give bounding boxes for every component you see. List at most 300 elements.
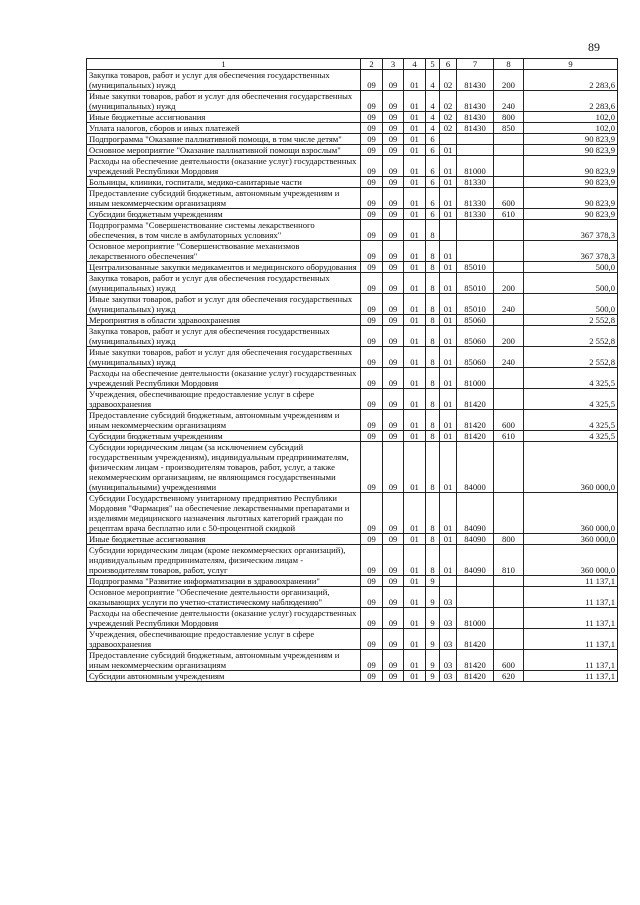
code-cell: 85010 [457, 262, 494, 273]
row-name-cell: Расходы на обеспечение деятельности (оказание услуг) государственных учреждений Республики Мордовия [87, 156, 361, 177]
code-cell: 81420 [457, 410, 494, 431]
amount-cell: 11 137,1 [524, 608, 618, 629]
amount-cell: 360 000,0 [524, 442, 618, 493]
amount-cell: 11 137,1 [524, 671, 618, 682]
table-body [87, 70, 618, 682]
header-cell: 6 [440, 59, 457, 70]
table-row [87, 209, 618, 220]
code-cell: 01 [404, 145, 426, 156]
amount-cell: 11 137,1 [524, 587, 618, 608]
table-row [87, 410, 618, 431]
code-cell: 4 [426, 123, 440, 134]
code-cell: 81430 [457, 91, 494, 112]
table-row [87, 587, 618, 608]
code-cell: 200 [494, 70, 524, 91]
code-cell [494, 156, 524, 177]
code-cell: 01 [440, 326, 457, 347]
amount-cell: 360 000,0 [524, 545, 618, 576]
table-row [87, 629, 618, 650]
code-cell: 8 [426, 241, 440, 262]
code-cell: 03 [440, 629, 457, 650]
code-cell: 810 [494, 545, 524, 576]
row-name-cell: Субсидии бюджетным учреждениям [87, 209, 361, 220]
amount-cell: 360 000,0 [524, 493, 618, 534]
code-cell: 4 [426, 70, 440, 91]
code-cell: 6 [426, 156, 440, 177]
code-cell: 09 [383, 177, 404, 188]
code-cell: 01 [404, 188, 426, 209]
code-cell: 8 [426, 442, 440, 493]
table-row [87, 134, 618, 145]
code-cell [457, 134, 494, 145]
code-cell: 09 [383, 112, 404, 123]
table-row [87, 347, 618, 368]
row-name-cell: Расходы на обеспечение деятельности (оказание услуг) государственных учреждений Республики Мордовия [87, 368, 361, 389]
code-cell: 09 [383, 315, 404, 326]
row-name-cell: Централизованные закупки медикаментов и медицинского оборудования [87, 262, 361, 273]
amount-cell: 90 823,9 [524, 188, 618, 209]
code-cell: 01 [440, 410, 457, 431]
row-name-cell: Субсидии юридическим лицам (за исключением субсидий государственным учреждениям), индивидуальным предпринимателям, физическим лицам - производителям товаров, работ, услуг, а также некоммерческим организациям, не являющимся государственными (муниципальными) учреждениями [87, 442, 361, 493]
code-cell: 09 [383, 442, 404, 493]
code-cell: 09 [383, 262, 404, 273]
code-cell: 09 [361, 188, 383, 209]
code-cell: 09 [361, 262, 383, 273]
code-cell: 01 [440, 389, 457, 410]
code-cell: 6 [426, 188, 440, 209]
code-cell: 81420 [457, 650, 494, 671]
code-cell: 01 [404, 587, 426, 608]
code-cell: 9 [426, 629, 440, 650]
table-row [87, 241, 618, 262]
code-cell [494, 629, 524, 650]
code-cell: 09 [361, 220, 383, 241]
code-cell: 03 [440, 587, 457, 608]
header-cell: 9 [524, 59, 618, 70]
code-cell: 85010 [457, 273, 494, 294]
code-cell: 09 [361, 347, 383, 368]
row-name-cell: Субсидии Государственному унитарному предприятию Республики Мордовия "Фармация" на обеспечение лекарственными препаратами и изделиями медицинского назначения льготных категорий граждан по рецептам врача бесплатно или с 50-процентной скидкой [87, 493, 361, 534]
code-cell: 9 [426, 671, 440, 682]
code-cell: 8 [426, 273, 440, 294]
row-name-cell: Предоставление субсидий бюджетным, автономным учреждениям и иным некоммерческим организациям [87, 188, 361, 209]
table-row [87, 431, 618, 442]
table-row [87, 262, 618, 273]
row-name-cell: Субсидии бюджетным учреждениям [87, 431, 361, 442]
table-row [87, 650, 618, 671]
code-cell: 620 [494, 671, 524, 682]
code-cell: 01 [404, 294, 426, 315]
table-row [87, 671, 618, 682]
row-name-cell: Закупка товаров, работ и услуг для обеспечения государственных (муниципальных) нужд [87, 326, 361, 347]
budget-table [86, 58, 618, 682]
code-cell: 01 [404, 671, 426, 682]
row-name-cell: Основное мероприятие "Оказание паллиативной помощи взрослым" [87, 145, 361, 156]
table-row [87, 389, 618, 410]
code-cell: 09 [383, 294, 404, 315]
code-cell: 8 [426, 326, 440, 347]
code-cell [494, 368, 524, 389]
code-cell [494, 587, 524, 608]
code-cell: 01 [440, 347, 457, 368]
header-cell: 7 [457, 59, 494, 70]
code-cell: 9 [426, 608, 440, 629]
code-cell: 81420 [457, 389, 494, 410]
code-cell [494, 389, 524, 410]
code-cell: 09 [361, 368, 383, 389]
code-cell: 09 [383, 156, 404, 177]
code-cell: 8 [426, 493, 440, 534]
code-cell: 4 [426, 91, 440, 112]
code-cell: 01 [440, 315, 457, 326]
code-cell: 01 [440, 262, 457, 273]
code-cell: 01 [404, 70, 426, 91]
amount-cell: 4 325,5 [524, 431, 618, 442]
code-cell [494, 262, 524, 273]
code-cell: 09 [383, 629, 404, 650]
code-cell: 85010 [457, 294, 494, 315]
header-cell: 3 [383, 59, 404, 70]
row-name-cell: Предоставление субсидий бюджетным, автономным учреждениям и иным некоммерческим организациям [87, 650, 361, 671]
amount-cell: 11 137,1 [524, 650, 618, 671]
code-cell: 8 [426, 262, 440, 273]
code-cell [457, 576, 494, 587]
code-cell: 8 [426, 368, 440, 389]
code-cell: 610 [494, 209, 524, 220]
code-cell: 8 [426, 410, 440, 431]
code-cell: 09 [361, 410, 383, 431]
code-cell: 09 [361, 431, 383, 442]
header-cell: 8 [494, 59, 524, 70]
code-cell: 09 [383, 91, 404, 112]
code-cell: 09 [383, 608, 404, 629]
code-cell: 03 [440, 650, 457, 671]
amount-cell: 90 823,9 [524, 177, 618, 188]
code-cell: 09 [383, 241, 404, 262]
code-cell: 01 [404, 209, 426, 220]
code-cell: 09 [383, 576, 404, 587]
row-name-cell: Подпрограмма "Развитие информатизации в здравоохранении" [87, 576, 361, 587]
code-cell: 09 [361, 123, 383, 134]
code-cell: 81330 [457, 188, 494, 209]
code-cell: 240 [494, 91, 524, 112]
table-row [87, 442, 618, 493]
code-cell: 8 [426, 431, 440, 442]
header-row [87, 59, 618, 70]
code-cell: 01 [404, 220, 426, 241]
code-cell: 09 [361, 629, 383, 650]
code-cell: 09 [383, 188, 404, 209]
code-cell: 81330 [457, 209, 494, 220]
code-cell: 01 [440, 209, 457, 220]
row-name-cell: Мероприятия в области здравоохранения [87, 315, 361, 326]
code-cell: 610 [494, 431, 524, 442]
row-name-cell: Предоставление субсидий бюджетным, автономным учреждениям и иным некоммерческим организациям [87, 410, 361, 431]
table-row [87, 177, 618, 188]
amount-cell: 90 823,9 [524, 134, 618, 145]
amount-cell: 4 325,5 [524, 389, 618, 410]
code-cell: 8 [426, 294, 440, 315]
code-cell: 09 [361, 91, 383, 112]
code-cell: 6 [426, 177, 440, 188]
amount-cell: 90 823,9 [524, 156, 618, 177]
row-name-cell: Иные закупки товаров, работ и услуг для обеспечения государственных (муниципальных) нужд [87, 91, 361, 112]
code-cell: 01 [440, 534, 457, 545]
code-cell: 02 [440, 112, 457, 123]
table-row [87, 273, 618, 294]
code-cell: 01 [404, 629, 426, 650]
code-cell: 9 [426, 650, 440, 671]
table-row [87, 188, 618, 209]
amount-cell: 90 823,9 [524, 145, 618, 156]
row-name-cell: Иные закупки товаров, работ и услуг для обеспечения государственных (муниципальных) нужд [87, 347, 361, 368]
code-cell: 09 [383, 389, 404, 410]
code-cell: 09 [361, 177, 383, 188]
amount-cell: 2 283,6 [524, 91, 618, 112]
amount-cell: 500,0 [524, 262, 618, 273]
code-cell: 01 [404, 326, 426, 347]
table-row [87, 326, 618, 347]
code-cell: 6 [426, 145, 440, 156]
code-cell: 85060 [457, 315, 494, 326]
code-cell: 02 [440, 91, 457, 112]
code-cell: 09 [383, 587, 404, 608]
page-number: 89 [588, 40, 600, 54]
table-row [87, 608, 618, 629]
code-cell: 01 [440, 545, 457, 576]
code-cell: 09 [383, 326, 404, 347]
code-cell: 01 [404, 410, 426, 431]
row-name-cell: Основное мероприятие "Обеспечение деятельности организаций, оказывающих услуги по учетно-статистическому наблюдению" [87, 587, 361, 608]
row-name-cell: Субсидии юридическим лицам (кроме некоммерческих организаций), индивидуальным предпринимателям, физическим лицам - производителям товаров, работ, услуг [87, 545, 361, 576]
code-cell: 01 [440, 368, 457, 389]
code-cell: 09 [383, 545, 404, 576]
code-cell: 01 [404, 389, 426, 410]
code-cell [494, 315, 524, 326]
amount-cell: 11 137,1 [524, 629, 618, 650]
code-cell: 09 [361, 587, 383, 608]
code-cell: 81420 [457, 431, 494, 442]
code-cell: 09 [383, 410, 404, 431]
amount-cell: 90 823,9 [524, 209, 618, 220]
amount-cell: 500,0 [524, 294, 618, 315]
code-cell: 09 [383, 671, 404, 682]
amount-cell: 2 552,8 [524, 315, 618, 326]
amount-cell: 367 378,3 [524, 241, 618, 262]
table-row [87, 493, 618, 534]
code-cell: 01 [440, 177, 457, 188]
code-cell: 09 [361, 671, 383, 682]
code-cell: 01 [404, 368, 426, 389]
code-cell: 8 [426, 534, 440, 545]
code-cell: 200 [494, 273, 524, 294]
code-cell: 81420 [457, 629, 494, 650]
code-cell: 81430 [457, 112, 494, 123]
code-cell: 09 [361, 326, 383, 347]
code-cell: 09 [361, 294, 383, 315]
code-cell [494, 220, 524, 241]
code-cell: 600 [494, 188, 524, 209]
code-cell: 03 [440, 671, 457, 682]
table-row [87, 70, 618, 91]
table-row [87, 220, 618, 241]
code-cell: 09 [361, 608, 383, 629]
table-row [87, 123, 618, 134]
code-cell: 09 [361, 545, 383, 576]
table-row [87, 145, 618, 156]
row-name-cell: Иные бюджетные ассигнования [87, 112, 361, 123]
code-cell: 01 [404, 545, 426, 576]
row-name-cell: Закупка товаров, работ и услуг для обеспечения государственных (муниципальных) нужд [87, 273, 361, 294]
code-cell: 09 [361, 493, 383, 534]
code-cell: 01 [404, 134, 426, 145]
code-cell: 84090 [457, 545, 494, 576]
code-cell: 02 [440, 123, 457, 134]
header-cell: 4 [404, 59, 426, 70]
code-cell: 01 [440, 145, 457, 156]
code-cell: 81000 [457, 368, 494, 389]
code-cell [457, 145, 494, 156]
code-cell: 81000 [457, 608, 494, 629]
code-cell: 01 [404, 241, 426, 262]
code-cell [457, 587, 494, 608]
code-cell: 01 [440, 493, 457, 534]
code-cell: 01 [404, 534, 426, 545]
code-cell: 01 [404, 177, 426, 188]
code-cell: 09 [383, 145, 404, 156]
code-cell: 240 [494, 294, 524, 315]
code-cell: 09 [361, 273, 383, 294]
row-name-cell: Расходы на обеспечение деятельности (оказание услуг) государственных учреждений Республики Мордовия [87, 608, 361, 629]
code-cell: 6 [426, 134, 440, 145]
code-cell: 09 [361, 650, 383, 671]
header-cell: 5 [426, 59, 440, 70]
code-cell: 4 [426, 112, 440, 123]
code-cell: 01 [440, 294, 457, 315]
code-cell: 09 [383, 431, 404, 442]
code-cell [457, 241, 494, 262]
code-cell: 09 [361, 145, 383, 156]
code-cell: 02 [440, 70, 457, 91]
row-name-cell: Подпрограмма "Совершенствование системы лекарственного обеспечения, в том числе в амбулаторных условиях" [87, 220, 361, 241]
amount-cell: 360 000,0 [524, 534, 618, 545]
code-cell: 01 [404, 442, 426, 493]
code-cell [494, 576, 524, 587]
code-cell: 01 [404, 315, 426, 326]
code-cell: 09 [361, 209, 383, 220]
row-name-cell: Закупка товаров, работ и услуг для обеспечения государственных (муниципальных) нужд [87, 70, 361, 91]
table-row [87, 91, 618, 112]
code-cell: 01 [404, 123, 426, 134]
code-cell: 800 [494, 112, 524, 123]
code-cell: 09 [361, 389, 383, 410]
code-cell: 8 [426, 389, 440, 410]
code-cell: 85060 [457, 326, 494, 347]
code-cell [494, 493, 524, 534]
code-cell: 84090 [457, 534, 494, 545]
code-cell: 600 [494, 650, 524, 671]
row-name-cell: Иные закупки товаров, работ и услуг для обеспечения государственных (муниципальных) нужд [87, 294, 361, 315]
code-cell: 8 [426, 545, 440, 576]
code-cell: 09 [383, 70, 404, 91]
code-cell: 01 [404, 91, 426, 112]
code-cell: 01 [404, 273, 426, 294]
code-cell [494, 608, 524, 629]
code-cell: 800 [494, 534, 524, 545]
code-cell: 09 [361, 241, 383, 262]
code-cell: 09 [383, 347, 404, 368]
code-cell: 850 [494, 123, 524, 134]
row-name-cell: Уплата налогов, сборов и иных платежей [87, 123, 361, 134]
code-cell: 09 [383, 493, 404, 534]
code-cell: 84090 [457, 493, 494, 534]
code-cell: 8 [426, 347, 440, 368]
code-cell: 09 [383, 650, 404, 671]
code-cell: 01 [440, 241, 457, 262]
amount-cell: 102,0 [524, 112, 618, 123]
amount-cell: 4 325,5 [524, 368, 618, 389]
amount-cell: 2 283,6 [524, 70, 618, 91]
code-cell: 09 [361, 134, 383, 145]
code-cell: 240 [494, 347, 524, 368]
table-row [87, 315, 618, 326]
amount-cell: 4 325,5 [524, 410, 618, 431]
code-cell: 09 [383, 368, 404, 389]
code-cell: 01 [404, 347, 426, 368]
table-row [87, 576, 618, 587]
code-cell [440, 220, 457, 241]
code-cell [440, 576, 457, 587]
code-cell: 09 [361, 576, 383, 587]
code-cell [457, 220, 494, 241]
header-cell: 1 [87, 59, 361, 70]
table-row [87, 156, 618, 177]
row-name-cell: Иные бюджетные ассигнования [87, 534, 361, 545]
row-name-cell: Больницы, клиники, госпитали, медико-санитарные части [87, 177, 361, 188]
code-cell: 09 [361, 156, 383, 177]
table-row [87, 112, 618, 123]
code-cell: 84000 [457, 442, 494, 493]
code-cell: 09 [383, 123, 404, 134]
code-cell: 09 [361, 70, 383, 91]
code-cell [494, 177, 524, 188]
amount-cell: 102,0 [524, 123, 618, 134]
code-cell: 01 [440, 431, 457, 442]
code-cell: 85060 [457, 347, 494, 368]
code-cell [440, 134, 457, 145]
table-row [87, 534, 618, 545]
amount-cell: 11 137,1 [524, 576, 618, 587]
table-row [87, 294, 618, 315]
code-cell: 09 [361, 315, 383, 326]
row-name-cell: Учреждения, обеспечивающие предоставление услуг в сфере здравоохранения [87, 629, 361, 650]
code-cell: 09 [361, 534, 383, 545]
code-cell: 09 [361, 442, 383, 493]
code-cell: 81430 [457, 123, 494, 134]
amount-cell: 2 552,8 [524, 326, 618, 347]
code-cell: 01 [404, 493, 426, 534]
amount-cell: 367 378,3 [524, 220, 618, 241]
table-row [87, 545, 618, 576]
code-cell: 6 [426, 209, 440, 220]
code-cell: 9 [426, 576, 440, 587]
row-name-cell: Субсидии автономным учреждениям [87, 671, 361, 682]
code-cell: 8 [426, 315, 440, 326]
code-cell: 81430 [457, 70, 494, 91]
code-cell: 01 [440, 156, 457, 177]
row-name-cell: Учреждения, обеспечивающие предоставление услуг в сфере здравоохранения [87, 389, 361, 410]
code-cell [494, 145, 524, 156]
